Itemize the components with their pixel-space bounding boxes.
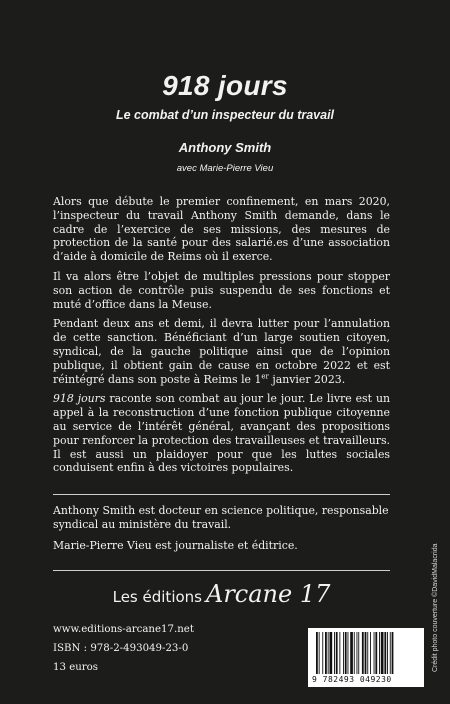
author-name: Anthony Smith bbox=[178, 140, 272, 155]
barcode-bar bbox=[354, 632, 355, 674]
barcode-bar bbox=[384, 632, 386, 674]
coauthor-line bbox=[0, 163, 450, 174]
book-title: 918 jours bbox=[162, 70, 288, 101]
publisher-website: www.editions-arcane17.net bbox=[53, 624, 194, 635]
barcode-bar bbox=[379, 632, 380, 674]
barcode-bar bbox=[328, 632, 329, 674]
barcode-bar bbox=[365, 632, 367, 674]
author-bio-text: Anthony Smith est docteur en science politique, responsable syndical au ministère du travail. bbox=[53, 504, 389, 531]
blurb-p3-text: Pendant deux ans et demi, il devra lutter pour l’annulation de cette sanction. Bénéficiant d’un large soutien citoyen, syndical, de la gauche politique ainsi que de l’opinion publique, il obtient gain de cause en octobre 2022 et est réintégré dans son poste à Reims le 1 bbox=[53, 317, 390, 386]
blurb-paragraph-1: Alors que débute le premier confinement, en mars 2020, l’inspecteur du travail Anthony Smith demande, dans le cadre de l’exercice de ses missions, des mesures de protection de la santé pour des salarié.es d’une association d’aide à domicile de Reims où il exerce. bbox=[53, 195, 390, 264]
barcode-bar bbox=[319, 632, 320, 674]
barcode-bar bbox=[336, 632, 338, 674]
barcode-bar bbox=[367, 632, 368, 674]
coauthor-prefix: avec bbox=[176, 163, 197, 174]
barcode-bar bbox=[390, 632, 391, 674]
barcode-bar bbox=[357, 632, 358, 674]
barcode-bar bbox=[375, 632, 377, 674]
blurb-paragraph-4 bbox=[53, 392, 390, 475]
barcode-bar bbox=[374, 632, 375, 674]
coauthor-name: Marie-Pierre Vieu bbox=[199, 163, 274, 174]
blurb-p4-text: raconte son combat au jour le jour. Le livre est un appel à la reconstruction d’une fonction publique citoyenne au service de l’intérêt général, avançant des propositions pour renforcer la protection des travailleuses et travailleurs. Il est aussi un plaidoyer pour que les luttes sociales conduisent enfin à des victoires populaires. bbox=[53, 392, 390, 475]
barcode-bar bbox=[381, 632, 384, 674]
blurb-paragraph-3 bbox=[53, 317, 390, 386]
divider-bottom bbox=[53, 570, 390, 571]
barcode-bar bbox=[370, 632, 371, 674]
blurb bbox=[53, 195, 390, 481]
publication-info bbox=[53, 620, 194, 677]
barcode-bar bbox=[348, 632, 349, 674]
barcode-bar bbox=[343, 632, 344, 674]
barcode-bar bbox=[362, 632, 364, 674]
blurb-p3-sup: er bbox=[261, 371, 269, 380]
barcode-bar bbox=[322, 632, 323, 674]
barcode-bar bbox=[392, 632, 394, 674]
barcode-bar bbox=[350, 632, 353, 674]
barcode-bar bbox=[345, 632, 347, 674]
barcode-bar bbox=[387, 632, 388, 674]
divider-top bbox=[53, 494, 390, 495]
barcode-bar bbox=[358, 632, 359, 674]
barcode-bars bbox=[314, 632, 418, 674]
blurb-p3-end: janvier 2023. bbox=[268, 372, 346, 386]
isbn: ISBN : 978-2-493049-23-0 bbox=[53, 643, 189, 654]
publisher-prefix: Les éditions bbox=[112, 588, 202, 606]
author-bio bbox=[53, 504, 390, 559]
book-subtitle: Le combat d’un inspecteur du travail bbox=[115, 108, 335, 122]
barcode-digits: 9 782493 049230 bbox=[312, 675, 392, 684]
barcode-bar bbox=[339, 632, 340, 674]
publisher-logo-text: Arcane 17 bbox=[205, 580, 331, 608]
photo-credit: Crédit photo couverture ©DavidMalacrida bbox=[432, 543, 439, 672]
coauthor-bio-text: Marie-Pierre Vieu est journaliste et éditrice. bbox=[53, 538, 298, 552]
barcode-bar bbox=[316, 632, 318, 674]
blurb-p4-title: 918 jours bbox=[53, 392, 106, 406]
publisher-logo bbox=[53, 580, 390, 608]
barcode-bar bbox=[325, 632, 327, 674]
barcode-bar bbox=[334, 632, 335, 674]
barcode bbox=[308, 628, 424, 687]
barcode-bar bbox=[330, 632, 333, 674]
price: 13 euros bbox=[53, 662, 99, 673]
blurb-paragraph-2: Il va alors être l’objet de multiples pressions pour stopper son action de contrôle puis suspendu de ses fonctions et muté d’office dans la Meuse. bbox=[53, 269, 390, 311]
